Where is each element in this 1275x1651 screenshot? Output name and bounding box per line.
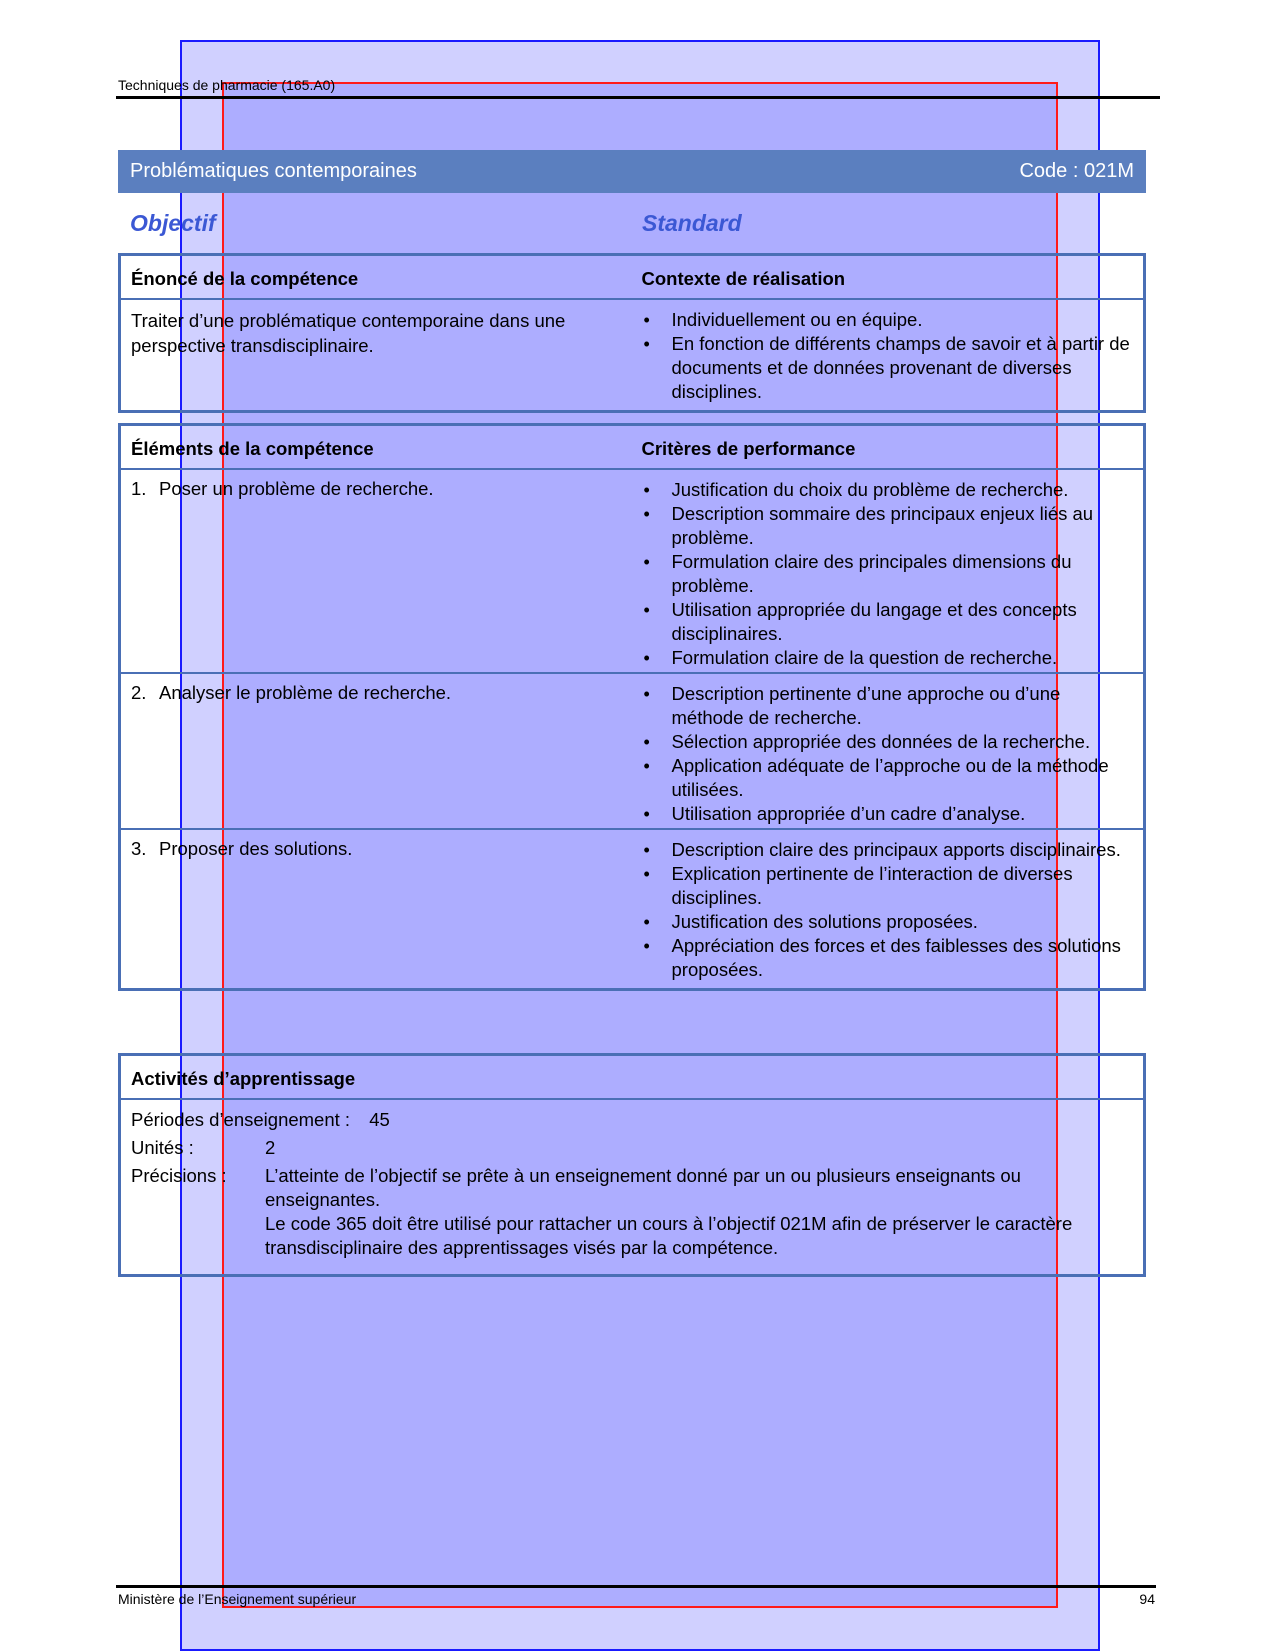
context-list <box>642 308 1134 404</box>
footer-rule <box>116 1585 1156 1588</box>
list-item: • Application adéquate de l’approche ou de la méthode utilisées. <box>642 754 1134 802</box>
precisions-paragraph: Le code 365 doit être utilisé pour rattacher un cours à l’objectif 021M afin de préserver le caractère transdisciplinaire des apprentissages visés par la compétence. <box>265 1213 1073 1258</box>
elements-table <box>118 423 1146 991</box>
standard-heading: Standard <box>642 210 742 236</box>
context-header: Contexte de réalisation <box>632 255 1145 300</box>
units-value: 2 <box>265 1137 276 1158</box>
criteria-list <box>642 478 1134 670</box>
competence-statement: Traiter d’une problématique contemporaine dans une perspective transdisciplinaire. <box>131 310 566 356</box>
criteria-header: Critères de performance <box>632 425 1145 470</box>
page-number: 94 <box>1139 1591 1155 1607</box>
list-item: • Formulation claire de la question de recherche. <box>642 646 1134 670</box>
periods-label: Périodes d’enseignement : <box>131 1109 351 1130</box>
periods-value: 45 <box>369 1109 390 1130</box>
list-item: • Individuellement ou en équipe. <box>642 308 1134 332</box>
list-item: • Description sommaire des principaux enjeux liés au problème. <box>642 502 1134 550</box>
units-line <box>131 1134 1133 1162</box>
objectif-standard-row <box>130 210 1130 237</box>
element-label: Analyser le problème de recherche. <box>159 682 452 703</box>
activities-header: Activités d’apprentissage <box>120 1055 1145 1100</box>
criteria-list <box>642 838 1134 982</box>
list-item: • Utilisation appropriée du langage et des concepts disciplinaires. <box>642 598 1134 646</box>
periods-line <box>131 1106 1133 1134</box>
element-number: 2. <box>131 682 147 703</box>
footer-ministry: Ministère de l’Enseignement supérieur <box>118 1591 357 1607</box>
precisions-label: Précisions : <box>131 1165 227 1186</box>
list-item: • Formulation claire des principales dimensions du problème. <box>642 550 1134 598</box>
element-number: 1. <box>131 478 147 499</box>
list-item: • Description claire des principaux apports disciplinaires. <box>642 838 1134 862</box>
elements-header: Éléments de la compétence <box>120 425 632 470</box>
list-item: • Justification du choix du problème de recherche. <box>642 478 1134 502</box>
list-item: • Description pertinente d’une approche ou d’une méthode de recherche. <box>642 682 1134 730</box>
list-item: • Sélection appropriée des données de la recherche. <box>642 730 1134 754</box>
list-item: • Appréciation des forces et des faiblesses des solutions proposées. <box>642 934 1134 982</box>
section-code: Code : 021M <box>1019 160 1134 182</box>
list-item: • Justification des solutions proposées. <box>642 910 1134 934</box>
header-rule <box>116 96 1160 99</box>
precisions-line <box>131 1164 1133 1260</box>
element-label: Proposer des solutions. <box>159 838 353 859</box>
precisions-text <box>265 1164 1133 1260</box>
competence-table <box>118 253 1146 413</box>
units-label: Unités : <box>131 1137 194 1158</box>
list-item: • Explication pertinente de l’interaction de diverses disciplines. <box>642 862 1134 910</box>
criteria-list <box>642 682 1134 826</box>
element-label: Poser un problème de recherche. <box>159 478 434 499</box>
running-header: Techniques de pharmacie (165.A0) <box>118 77 336 93</box>
precisions-paragraph: L’atteinte de l’objectif se prête à un enseignement donné par un ou plusieurs enseignants ou enseignantes. <box>265 1165 1021 1210</box>
competence-header: Énoncé de la compétence <box>120 255 632 300</box>
section-title: Problématiques contemporaines <box>130 160 417 182</box>
list-item: • En fonction de différents champs de savoir et à partir de documents et de données provenant de diverses disciplines. <box>642 332 1134 404</box>
objectif-heading: Objectif <box>130 210 216 236</box>
list-item: • Utilisation appropriée d’un cadre d’analyse. <box>642 802 1134 826</box>
activities-table <box>118 1053 1146 1277</box>
element-number: 3. <box>131 838 147 859</box>
title-bar <box>118 150 1146 193</box>
